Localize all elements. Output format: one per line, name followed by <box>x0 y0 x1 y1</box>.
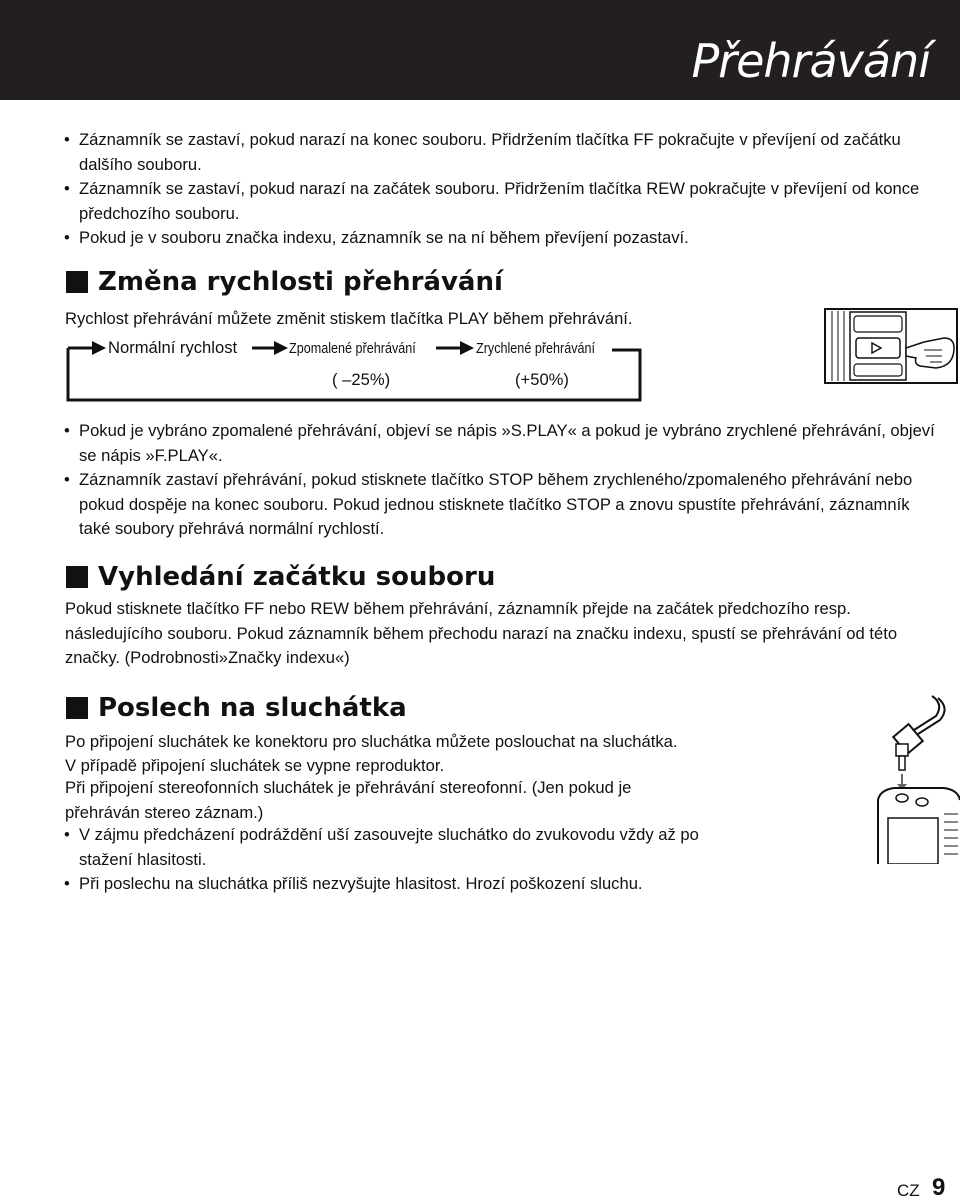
fast-playback-percent: (+50%) <box>515 370 569 389</box>
fast-playback-label: Zrychlené přehrávání <box>476 340 596 357</box>
speed-description: Rychlost přehrávání můžete změnit stiskem tlačítka PLAY během přehrávání. <box>65 309 633 328</box>
heading-square-icon <box>66 697 88 719</box>
list-item: • Záznamník se zastaví, pokud narazí na konec souboru. Přidržením tlačítka FF pokračujte v převíjení od začátku dalšího souboru. <box>64 128 934 177</box>
language-code: CZ <box>897 1181 920 1200</box>
list-item: • V zájmu předcházení podráždění uší zasouvejte sluchátko do zvukovodu vždy až po stažení hlasitosti. <box>64 823 724 872</box>
headphones-text-3: Při připojení stereofonních sluchátek je přehrávání stereofonní. (Jen pokud je přehráván stereo záznam.) <box>65 778 632 822</box>
list-item: • Při poslechu na sluchátka příliš nezvyšujte hlasitost. Hrozí poškození sluchu. <box>64 872 724 897</box>
headphones-text-1: Po připojení sluchátek ke konektoru pro sluchátka můžete poslouchat na sluchátka. <box>65 732 678 751</box>
speed-cycle-diagram <box>60 338 650 408</box>
heading-square-icon <box>66 566 88 588</box>
page-title: Přehrávání <box>691 34 930 88</box>
slow-playback-label: Zpomalené přehrávání <box>289 340 416 357</box>
speed-bullet-list <box>64 419 944 542</box>
heading-text: Změna rychlosti přehrávání <box>98 267 503 297</box>
headphones-bullet-list <box>64 823 724 897</box>
intro-bullet-list <box>64 128 934 251</box>
heading-text: Vyhledání začátku souboru <box>98 562 496 592</box>
page-header <box>0 0 960 100</box>
section-heading-search <box>66 562 495 592</box>
slow-playback-percent: ( –25%) <box>332 370 391 389</box>
page-number: 9 <box>932 1174 946 1201</box>
heading-text: Poslech na sluchátka <box>98 693 407 723</box>
section-heading-headphones <box>66 693 407 723</box>
section-heading-speed <box>66 267 503 297</box>
list-item: • Záznamník se zastaví, pokud narazí na začátek souboru. Přidržením tlačítka REW pokračujte v převíjení od konce předchozího souboru. <box>64 177 934 226</box>
search-description: Pokud stisknete tlačítko FF nebo REW během přehrávání, záznamník přejde na začátek předchozího resp. následujícího souboru. Pokud záznamník během přechodu narazí na značku indexu, spustí se přehrávání od této značky. (Podrobnosti»Značky indexu«) <box>65 599 898 668</box>
headphones-text-2: V případě připojení sluchátek se vypne reproduktor. <box>65 756 445 775</box>
heading-square-icon <box>66 271 88 293</box>
list-item: • Záznamník zastaví přehrávání, pokud stisknete tlačítko STOP během zrychleného/zpomaleného přehrávání nebo pokud dospěje na konec souboru. Pokud jednou stisknete tlačítko STOP a znovu spustíte přehrávání, záznamník také soubory přehrává normální rychlostí. <box>64 468 944 542</box>
headphone-plug-illustration <box>874 694 960 864</box>
list-item: • Pokud je v souboru značka indexu, záznamník se na ní během převíjení pozastaví. <box>64 226 934 251</box>
normal-speed-label: Normální rychlost <box>108 338 238 357</box>
list-item: • Pokud je vybráno zpomalené přehrávání, objeví se nápis »S.PLAY« a pokud je vybráno zrychlené přehrávání, objeví se nápis »F.PLAY«. <box>64 419 944 468</box>
play-button-device-illustration <box>824 308 958 384</box>
